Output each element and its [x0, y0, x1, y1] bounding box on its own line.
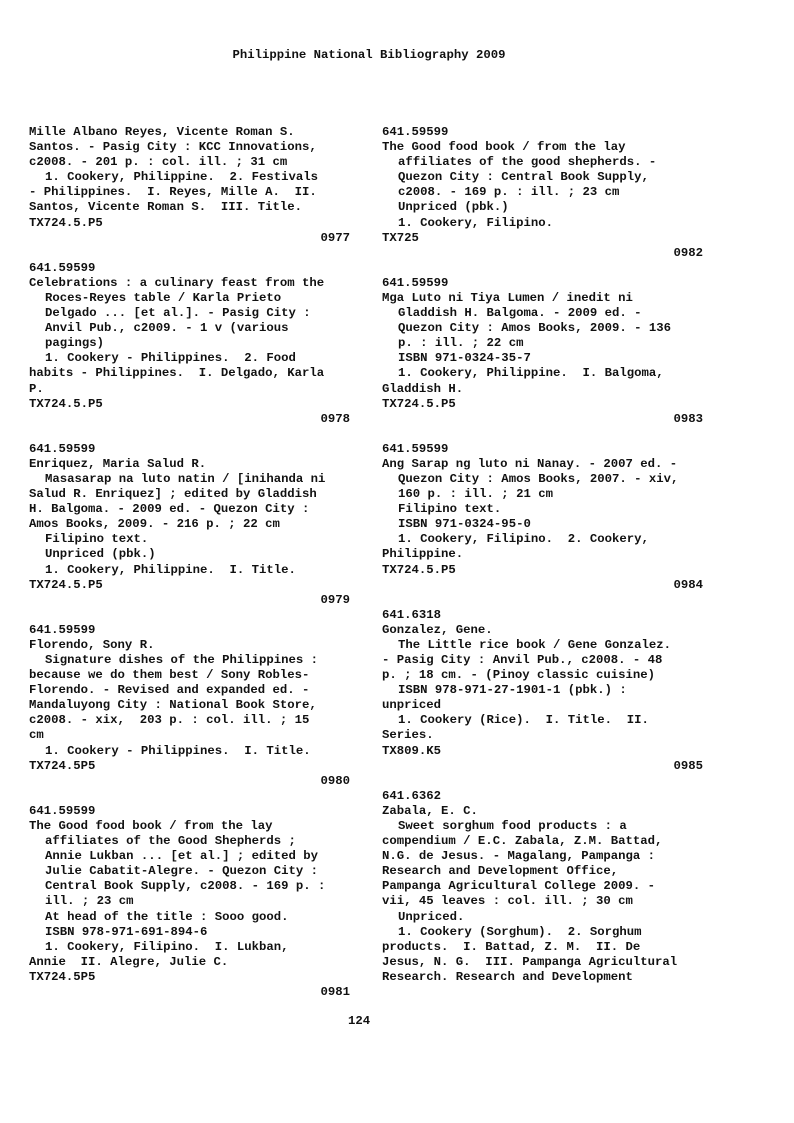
entry-line: Delgado ... [et al.]. - Pasig City : — [45, 306, 311, 321]
entry-line: Quezon City : Amos Books, 2009. - 136 — [398, 321, 672, 336]
entry-spacer — [29, 246, 350, 261]
bibliography-entry — [382, 276, 703, 427]
entry-line: 1. Cookery (Rice). I. Title. II. — [398, 713, 649, 728]
entry-line: 1. Cookery, Philippine. I. Title. — [45, 562, 296, 577]
entry-line: Zabala, E. C. — [382, 803, 478, 818]
entry-line: Filipino text. — [398, 502, 502, 517]
entry-line: Santos. - Pasig City : KCC Innovations, — [29, 140, 317, 155]
entry-number: 0980 — [320, 773, 350, 788]
entry-line: Roces-Reyes table / Karla Prieto — [45, 290, 282, 305]
entry-line: compendium / E.C. Zabala, Z.M. Battad, — [382, 834, 663, 849]
entry-line: The Good food book / from the lay — [382, 140, 626, 155]
entry-line: 1. Cookery, Philippine. 2. Festivals — [45, 170, 319, 185]
page-header: Philippine National Bibliography 2009 — [232, 48, 506, 62]
entry-spacer — [29, 789, 350, 804]
entry-line: 1. Cookery, Filipino. — [398, 215, 553, 230]
entry-number: 0981 — [320, 984, 350, 999]
entry-line: TX725 — [382, 230, 419, 245]
entry-line: because we do them best / Sony Robles- — [29, 668, 310, 683]
entry-line: 1. Cookery, Filipino. I. Lukban, — [45, 939, 289, 954]
entry-line: - Pasig City : Anvil Pub., c2008. - 48 — [382, 653, 663, 667]
entry-line: TX724.5.P5 — [29, 396, 103, 411]
entry-spacer — [382, 774, 703, 789]
bibliography-entry — [29, 261, 350, 427]
entry-line: TX809.K5 — [382, 743, 442, 758]
entry-line: Unpriced (pbk.) — [45, 547, 156, 562]
entry-line: TX724.5P5 — [29, 758, 96, 773]
entry-line: unpriced — [382, 698, 442, 713]
entry-line: Unpriced. — [398, 909, 465, 924]
entry-spacer — [382, 261, 703, 276]
entry-line: At head of the title : Sooo good. — [45, 909, 289, 924]
entry-line: 1. Cookery (Sorghum). 2. Sorghum — [398, 924, 642, 939]
entry-line: 1. Cookery, Filipino. 2. Cookery, — [398, 532, 649, 547]
entry-spacer — [382, 427, 703, 442]
entry-line: TX724.5.P5 — [29, 577, 103, 592]
entry-line: Research. Research and Development — [382, 969, 633, 984]
entry-line: Annie Lukban ... [et al.] ; edited by — [45, 849, 319, 864]
entry-line: 641.6362 — [382, 788, 442, 803]
entry-number: 0977 — [320, 230, 350, 245]
entry-line: TX724.5.P5 — [382, 562, 456, 577]
entry-line: Gladdish H. Balgoma. - 2009 ed. - — [398, 306, 642, 321]
entry-line: TX724.5.P5 — [29, 215, 103, 230]
entry-line: 641.59599 — [29, 803, 96, 818]
right-column — [382, 125, 703, 985]
bibliography-entry — [382, 125, 703, 261]
entry-number: 0985 — [673, 758, 703, 773]
entry-line: H. Balgoma. - 2009 ed. - Quezon City : — [29, 502, 310, 517]
entry-line: The Little rice book / Gene Gonzalez. — [398, 637, 672, 652]
entry-line: The Good food book / from the lay — [29, 818, 273, 833]
entry-line: Mille Albano Reyes, Vicente Roman S. — [29, 125, 295, 139]
entry-line: ISBN 971-0324-35-7 — [398, 351, 531, 366]
entry-line: Series. — [382, 728, 434, 743]
entry-line: Gladdish H. — [382, 381, 464, 396]
entry-line: products. I. Battad, Z. M. II. De — [382, 939, 641, 954]
entry-line: 641.59599 — [382, 125, 449, 139]
entry-spacer — [382, 593, 703, 608]
entry-line: Salud R. Enriquez] ; edited by Gladdish — [29, 487, 317, 502]
entry-line: ISBN 978-971-691-894-6 — [45, 924, 208, 939]
entry-line: 641.59599 — [29, 260, 96, 275]
entry-line: TX724.5.P5 — [382, 396, 456, 411]
entry-line: N.G. de Jesus. - Magalang, Pampanga : — [382, 849, 656, 864]
entry-line: Mandaluyong City : National Book Store, — [29, 698, 317, 713]
entry-line: 641.59599 — [29, 441, 96, 456]
entry-line: affiliates of the Good Shepherds ; — [45, 834, 296, 849]
entry-line: habits - Philippines. I. Delgado, Karla — [29, 366, 325, 381]
entry-line: vii, 45 leaves : col. ill. ; 30 cm — [382, 894, 633, 909]
bibliography-entry — [29, 442, 350, 608]
entry-line: 641.59599 — [382, 441, 449, 456]
entry-line: Mga Luto ni Tiya Lumen / inedit ni — [382, 290, 633, 305]
entry-line: 641.6318 — [382, 607, 442, 622]
entry-line: Florendo. - Revised and expanded ed. - — [29, 683, 310, 698]
entry-number: 0979 — [320, 592, 350, 607]
entry-line: 1. Cookery - Philippines. I. Title. — [45, 743, 311, 758]
entry-line: 641.59599 — [382, 275, 449, 290]
entry-line: Florendo, Sony R. — [29, 637, 155, 652]
bibliography-entry — [29, 125, 350, 246]
entry-line: Ang Sarap ng luto ni Nanay. - 2007 ed. - — [382, 456, 678, 471]
entry-line: Quezon City : Central Book Supply, — [398, 170, 649, 185]
entry-line: pagings) — [45, 336, 105, 351]
bibliography-entry — [382, 608, 703, 774]
entry-line: 641.59599 — [29, 622, 96, 637]
entry-line: Signature dishes of the Philippines : — [45, 653, 319, 667]
entry-line: affiliates of the good shepherds. - — [398, 155, 657, 170]
entry-line: Masasarap na luto natin / [inihanda ni — [45, 471, 326, 486]
bibliography-entry — [382, 442, 703, 593]
entry-number: 0983 — [673, 411, 703, 426]
page-number: 124 — [348, 1014, 371, 1028]
entry-line: Gonzalez, Gene. — [382, 622, 493, 637]
entry-line: c2008. - 201 p. : col. ill. ; 31 cm — [29, 155, 288, 170]
entry-line: TX724.5P5 — [29, 969, 96, 984]
entry-line: Santos, Vicente Roman S. III. Title. — [29, 200, 303, 215]
entry-line: ill. ; 23 cm — [45, 894, 134, 909]
entry-line: cm — [29, 728, 44, 743]
bibliography-entry — [29, 804, 350, 1000]
entry-line: Central Book Supply, c2008. - 169 p. : — [45, 879, 326, 894]
entry-line: Sweet sorghum food products : a — [398, 818, 627, 833]
entry-number: 0982 — [673, 245, 703, 260]
entry-line: Quezon City : Amos Books, 2007. - xiv, — [398, 471, 679, 486]
entry-line: P. — [29, 381, 44, 396]
entry-line: 160 p. : ill. ; 21 cm — [398, 487, 553, 502]
entry-line: 1. Cookery, Philippine. I. Balgoma, — [398, 366, 664, 381]
entry-line: Julie Cabatit-Alegre. - Quezon City : — [45, 864, 319, 879]
entry-line: Philippine. — [382, 547, 464, 562]
entry-line: Jesus, N. G. III. Pampanga Agricultural — [382, 954, 678, 969]
entry-line: 1. Cookery - Philippines. 2. Food — [45, 351, 296, 366]
entry-line: Annie II. Alegre, Julie C. — [29, 954, 229, 969]
entry-line: - Philippines. I. Reyes, Mille A. II. — [29, 185, 317, 200]
entry-line: c2008. - 169 p. : ill. ; 23 cm — [398, 185, 620, 200]
entry-spacer — [29, 608, 350, 623]
entry-line: Celebrations : a culinary feast from the — [29, 275, 325, 290]
entry-number: 0984 — [673, 577, 703, 592]
entry-line: p. : ill. ; 22 cm — [398, 336, 524, 351]
entry-spacer — [29, 427, 350, 442]
entry-line: Unpriced (pbk.) — [398, 200, 509, 215]
bibliography-entry — [382, 789, 703, 985]
entry-number: 0978 — [320, 411, 350, 426]
entry-line: Research and Development Office, — [382, 864, 619, 879]
left-column — [29, 125, 350, 1000]
entry-line: Anvil Pub., c2009. - 1 v (various — [45, 321, 289, 336]
entry-line: Pampanga Agricultural College 2009. - — [382, 879, 656, 894]
entry-line: Filipino text. — [45, 532, 149, 547]
entry-line: p. ; 18 cm. - (Pinoy classic cuisine) — [382, 668, 656, 683]
entry-line: ISBN 978-971-27-1901-1 (pbk.) : — [398, 683, 627, 698]
entry-line: ISBN 971-0324-95-0 — [398, 517, 531, 532]
entry-line: Amos Books, 2009. - 216 p. ; 22 cm — [29, 517, 280, 532]
entry-line: Enriquez, Maria Salud R. — [29, 456, 207, 471]
entry-line: c2008. - xix, 203 p. : col. ill. ; 15 — [29, 713, 310, 728]
bibliography-entry — [29, 623, 350, 789]
